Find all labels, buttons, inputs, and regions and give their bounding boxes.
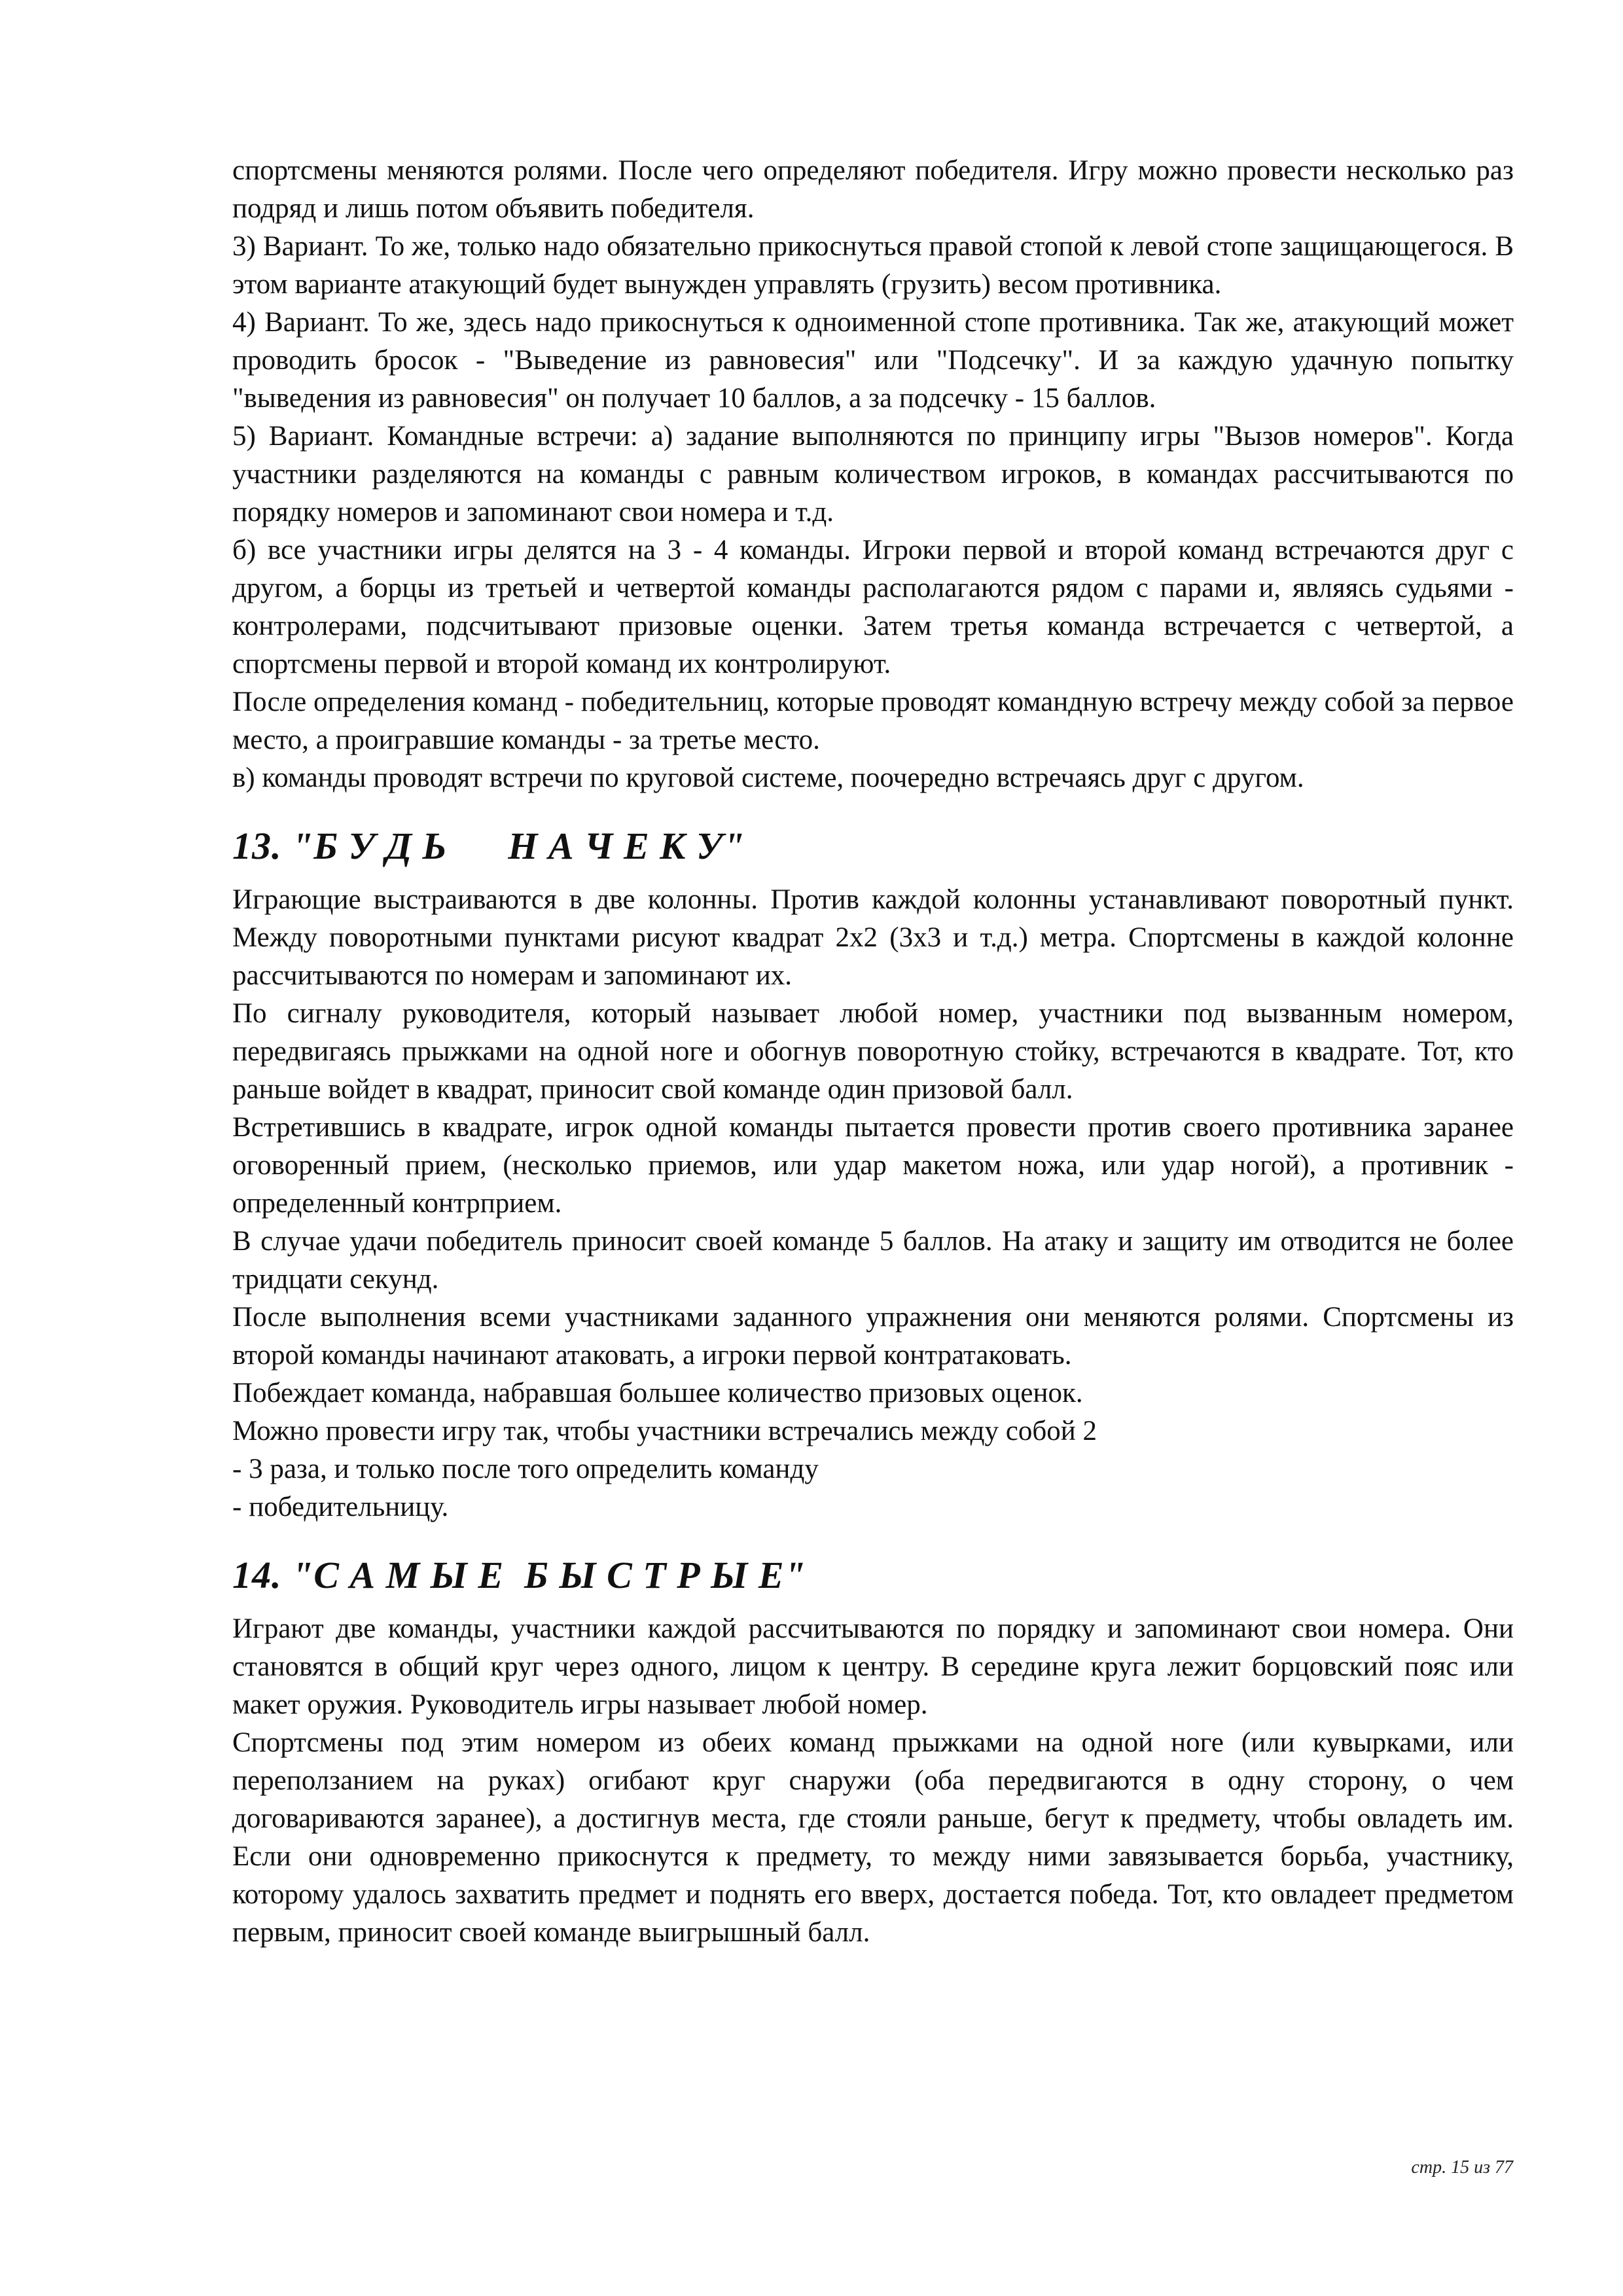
section-heading-14: 14. "С А М Ы Е Б Ы С Т Р Ы Е"	[232, 1554, 806, 1596]
paragraph: Играют две команды, участники каждой рассчитываются по порядку и запоминают свои номера. Они становятся в общий круг через одного, лицом к центру. В середине круга лежит борцовский пояс или макет оружия. Руководитель игры называет любой номер.	[232, 1613, 1514, 1720]
paragraph: - 3 раза, и только после того определить команду	[232, 1454, 819, 1484]
paragraph: Можно провести игру так, чтобы участники встречались между собой 2	[232, 1416, 1097, 1446]
paragraph: 4) Вариант. То же, здесь надо прикоснуться к одноименной стопе противника. Так же, атакующий может проводить бросок - "Выведение из равновесия" или "Подсечку". И за каждую удачную попытку "выведения из равновесия" он получает 10 баллов, а за подсечку - 15 баллов.	[232, 307, 1514, 414]
paragraph: Играющие выстраиваются в две колонны. Против каждой колонны устанавливают поворотный пункт. Между поворотными пунктами рисуют квадрат 2х2 (3х3 и т.д.) метра. Спортсмены в каждой колонне рассчитываются по номерам и запоминают их.	[232, 884, 1514, 991]
paragraph: По сигналу руководителя, который называет любой номер, участники под вызванным номером, передвигаясь прыжками на одной ноге и обогнув поворотную стойку, встречаются в квадрате. Тот, кто раньше войдет в квадрат, приносит свой команде один призовой балл.	[232, 998, 1514, 1105]
paragraph: Спортсмены под этим номером из обеих команд прыжками на одной ноге (или кувырками, или переползанием на руках) огибают круг снаружи (оба передвигаются в одну сторону, о чем договариваются заранее), а достигнув места, где стояли раньше, бегут к предмету, чтобы овладеть им. Если они одновременно прикоснутся к предмету, то между ними завязывается борьба, участнику, которому удалось захватить предмет и поднять его вверх, достается победа. Тот, кто овладеет предметом первым, приносит своей команде выигрышный балл.	[232, 1727, 1514, 1948]
page-number: стр. 15 из 77	[1411, 2157, 1513, 2178]
paragraph: В случае удачи победитель приносит своей команде 5 баллов. На атаку и защиту им отводится не более тридцати секунд.	[232, 1226, 1514, 1295]
paragraph: 5) Вариант. Командные встречи: а) задание выполняются по принципу игры "Вызов номеров". Когда участники разделяются на команды с равным количеством игроков, в командах рассчитываются по порядку номеров и запоминают свои номера и т.д.	[232, 421, 1514, 528]
paragraph: 3) Вариант. То же, только надо обязательно прикоснуться правой стопой к левой стопе защищающегося. В этом варианте атакующий будет вынужден управлять (грузить) весом противника.	[232, 231, 1514, 300]
paragraph: - победительницу.	[232, 1492, 449, 1522]
section-heading-13: 13. "Б У Д Ь Н А Ч Е К У"	[232, 825, 745, 867]
paragraph: Встретившись в квадрате, игрок одной команды пытается провести против своего противника заранее оговоренный прием, (несколько приемов, или удар макетом ножа, или удар ногой), а противник - определенный контрприем.	[232, 1112, 1514, 1219]
paragraph: Побеждает команда, набравшая большее количество призовых оценок.	[232, 1378, 1083, 1408]
paragraph: После выполнения всеми участниками заданного упражнения они меняются ролями. Спортсмены из второй команды начинают атаковать, а игроки первой контратаковать.	[232, 1302, 1514, 1371]
paragraph: в) команды проводят встречи по круговой системе, поочередно встречаясь друг с другом.	[232, 762, 1304, 793]
paragraph: б) все участники игры делятся на 3 - 4 команды. Игроки первой и второй команд встречаются друг с другом, а борцы из третьей и четвертой команды располагаются рядом с парами и, являясь судьями - контролерами, подсчитывают призовые оценки. Затем третья команда встречается с четвертой, а спортсмены первой и второй команд их контролируют.	[232, 535, 1514, 679]
document-body	[232, 152, 1514, 1952]
paragraph: После определения команд - победительниц, которые проводят командную встречу между собой за первое место, а проигравшие команды - за третье место.	[232, 687, 1514, 755]
paragraph: спортсмены меняются ролями. После чего определяют победителя. Игру можно провести несколько раз подряд и лишь потом объявить победителя.	[232, 155, 1514, 224]
